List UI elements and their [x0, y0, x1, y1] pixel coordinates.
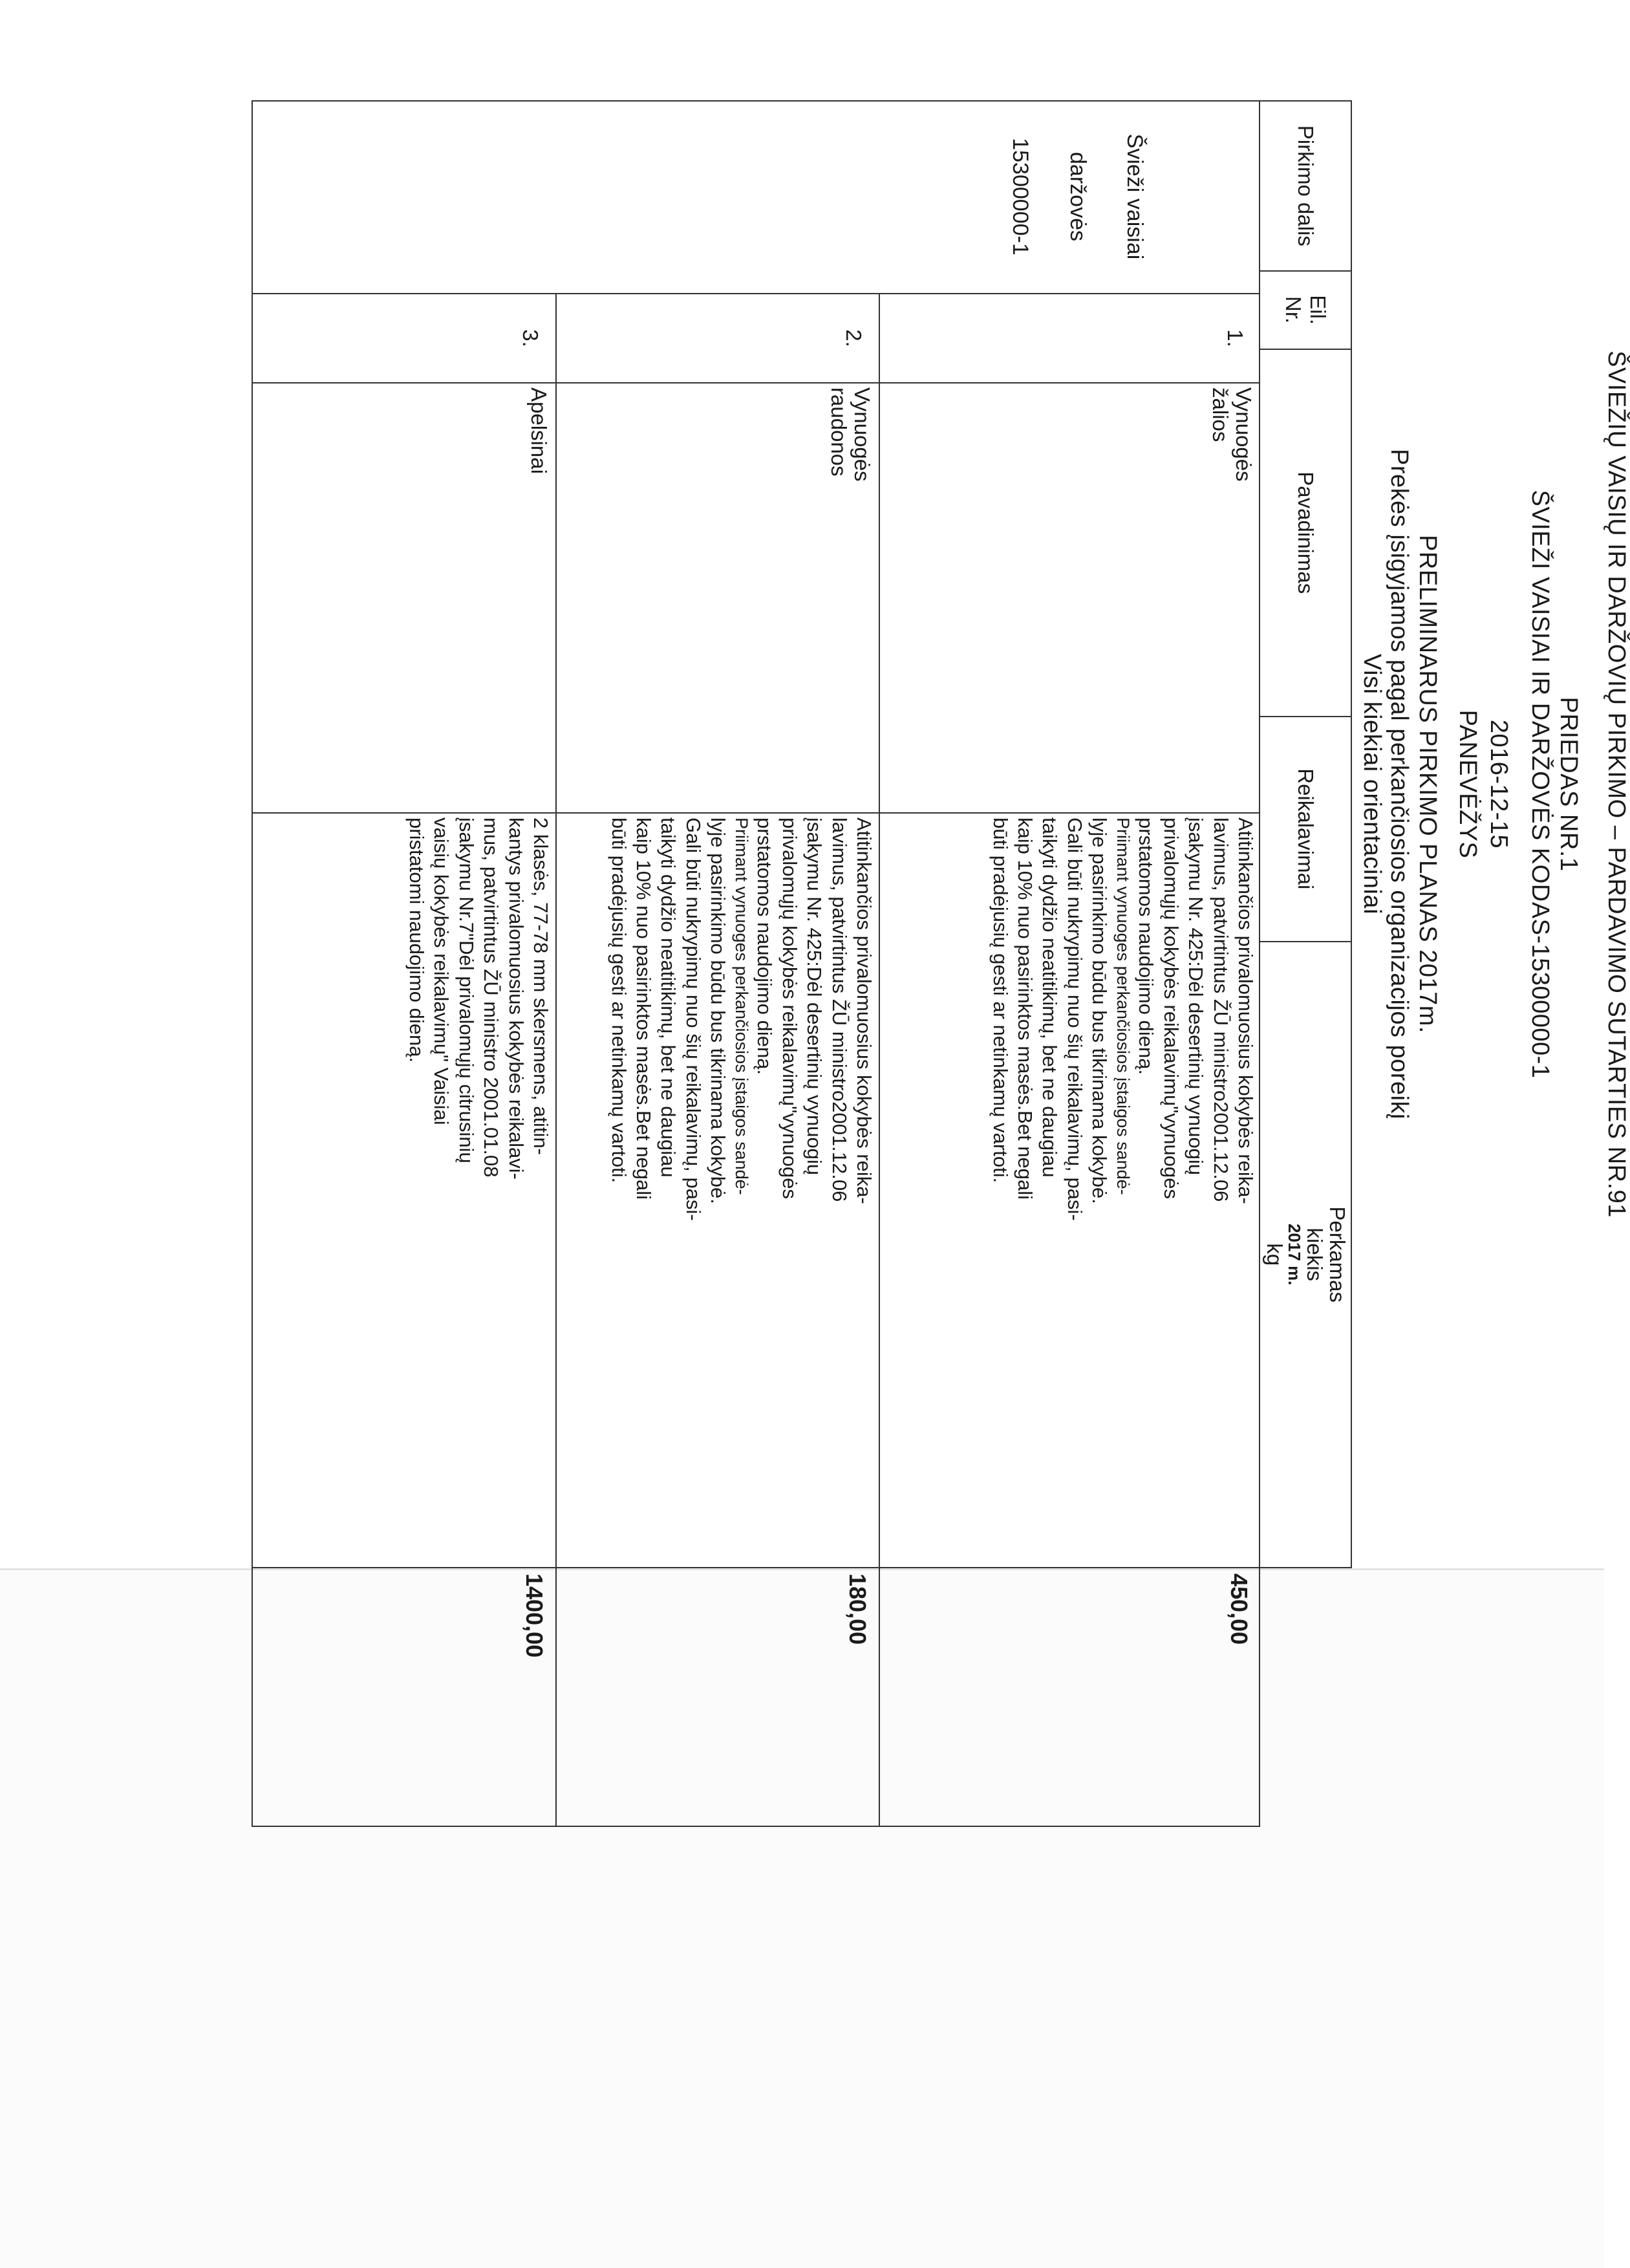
row-name — [555, 383, 879, 814]
row-requirements — [555, 814, 879, 1568]
col-header-name: Pavadinimas — [1260, 349, 1351, 717]
row-name-line1: Apelsinai — [527, 387, 551, 474]
requirement-line: lavimus, patvirtintus ŽŪ ministro2001.12.06 — [1209, 817, 1232, 1202]
row-nr: 3. — [252, 294, 555, 383]
quantities-note: Visi kiekiai orientaciniai — [1358, 653, 1386, 915]
requirement-line: kantys privalomuosius kokybės reikalavi- — [504, 817, 528, 1180]
part-line1: Švieži vaisiai — [1122, 133, 1147, 260]
col-header-qty-unit: kg — [1263, 1243, 1287, 1266]
requirement-line: lavimus, patvirtintus ŽŪ ministro2001.12.06 — [828, 817, 851, 1202]
table-body — [252, 100, 1260, 1827]
requirement-line: Atitinkančios privalomuosius kokybės reika- — [853, 817, 875, 1204]
part-line2: daržovės — [1065, 152, 1090, 241]
col-header-qty-line3: 2017 m. — [1285, 1224, 1305, 1286]
requirement-line: Gali būti nukrypimų nuo šių reikalavimų, pasi- — [681, 817, 705, 1221]
row-quantity: 180,00 — [844, 1573, 871, 1645]
table-header-row — [1260, 101, 1351, 1568]
col-header-part: Pirkimo dalis — [1260, 101, 1351, 271]
requirement-line: mus, patvirtintus ŽŪ ministro 2001.01.08 — [480, 817, 503, 1178]
needs-note: Prekės įsigyjamos pagal perkančiosios organizacijos poreikį — [1386, 449, 1413, 1119]
requirement-line: privalomųjų kokybės reikalavimų"vynuogės — [1159, 817, 1183, 1199]
requirement-line: įsakymu Nr. 425:Dėl desertinių vynuogių — [803, 817, 826, 1176]
row-name-line1: Vynuogės — [850, 387, 874, 482]
row-nr: 1. — [879, 294, 1260, 383]
requirement-line: Priimant vynuoges perkančiosios įstaigos sandė- — [1113, 817, 1133, 1195]
col-header-quantity — [1260, 942, 1351, 1568]
requirement-line: pristatomi naudojimo dieną. — [405, 817, 428, 1063]
requirement-line: 2 klasės, 77-78 mm skersmens, atitin- — [530, 817, 552, 1156]
requirement-line: įsakymu Nr. 425:Dėl desertinių vynuogių — [1185, 817, 1208, 1176]
col-header-nr-line2: Nr. — [1281, 296, 1305, 324]
row-name-line2: raudonos — [826, 387, 851, 477]
requirement-line: prstatomos naudojimo dieną. — [1135, 817, 1158, 1075]
requirement-line: kaip 10% nuo pasirinktos masės.Bet negali — [1014, 817, 1037, 1200]
category-code: ŠVIEŽI VAISIAI IR DARŽOVĖS KODAS-15300000-1 — [1527, 490, 1554, 1079]
row-name-line2: žalios — [1208, 387, 1232, 442]
requirement-line: prstatomos naudojimo dieną. — [753, 817, 777, 1075]
requirement-line: lyje pasirinkimo būdu bus tikrinama kokybė. — [707, 817, 730, 1204]
col-header-requirements: Reikalavimai — [1260, 717, 1351, 942]
requirement-line: privalomųjų kokybės reikalavimų"vynuogės — [778, 817, 801, 1199]
requirement-line: lyje pasirinkimo būdu bus tikrinama kokybė. — [1088, 817, 1111, 1204]
requirement-line: Atitinkančios privalomuosius kokybės reika- — [1234, 817, 1257, 1204]
requirement-line: Gali būti nukrypimų nuo šių reikalavimų, pasi- — [1063, 817, 1086, 1221]
row-name — [252, 383, 555, 814]
row-name-line1: Vynuogės — [1232, 387, 1256, 482]
row-requirements — [879, 814, 1260, 1568]
document-date: 2016-12-15 — [1485, 719, 1512, 849]
part-cell — [252, 100, 1260, 294]
city: PANEVĖŽYS — [1454, 709, 1481, 859]
row-nr: 2. — [555, 294, 879, 383]
requirement-line: taikyti dydžio neatitikimų, bet ne daugiau — [1038, 817, 1062, 1178]
requirement-line: taikyti dydžio neatitikimų, bet ne daugiau — [657, 817, 680, 1178]
row-quantity: 450,00 — [1226, 1573, 1252, 1645]
plan-title: PRELIMINARUS PIRKIMO PLANAS 2017m. — [1414, 535, 1441, 1033]
requirement-line: Priimant vynuoges perkančiosios įstaigos sandė- — [731, 817, 751, 1195]
requirement-line: būti pradėjusių gesti ar netinkamų vartoti. — [607, 817, 630, 1183]
requirement-line: kaip 10% nuo pasirinktos masės.Bet negali — [632, 817, 656, 1200]
col-header-qty-line1: Perkamas — [1325, 1206, 1349, 1303]
requirement-line: įsakymu Nr.7"Dėl privalomųjų citrusinių — [455, 817, 478, 1163]
col-header-nr-line1: Eil. — [1306, 295, 1330, 325]
row-quantity: 1400,00 — [521, 1573, 548, 1658]
contract-title: ŠVIEŽIŲ VAISIŲ IR DARŽOVIŲ PIRKIMO – PARDAVIMO SUTARTIES NR.91 — [1603, 351, 1630, 1218]
procurement-table — [1259, 100, 1352, 1568]
col-header-qty-line2: kiekis — [1302, 1227, 1327, 1282]
requirement-line: vaisių kokybės reikalavimų" Vaisiai — [430, 817, 453, 1125]
requirement-line: būti pradėjusių gesti ar netinkamų vartoti. — [989, 817, 1012, 1183]
annex-title: PRIEDAS NR.1 — [1555, 697, 1582, 872]
part-line3: 15300000-1 — [1008, 138, 1033, 255]
row-name — [879, 383, 1260, 814]
row-requirements — [252, 814, 555, 1568]
col-header-nr — [1260, 271, 1351, 349]
